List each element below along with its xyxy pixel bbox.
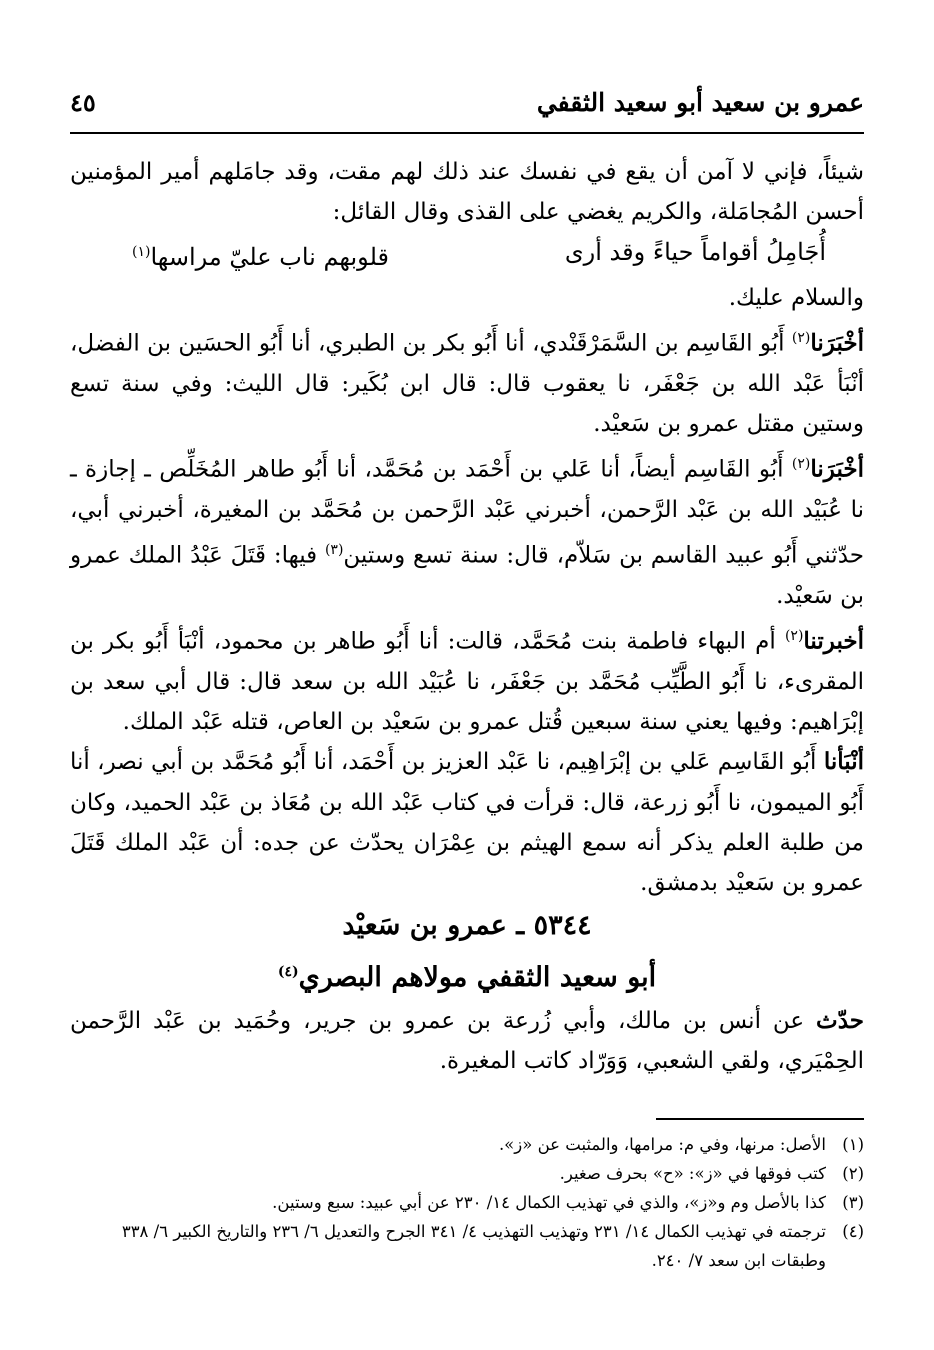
footnote-separator xyxy=(656,1118,864,1120)
paragraph-closing: والسلام عليك. xyxy=(728,284,864,311)
biography-kunya: أبو سعيد الثقفي مولاهم البصري xyxy=(298,962,657,994)
narration-lead-word: أنْبَأنا xyxy=(823,748,864,776)
narration-text: أَبُو القَاسِم عَلي بن إبْرَاهِيم، نا عَبْد العزيز بن أَحْمَد، أنا أَبُو مُحَمَّد بن أبي نصر، أنا أَبُو الميمون، نا أَبُو زرعة، قال: قرأت في كتاب عَبْد الله بن مُعَاذ بن عَبْد الحميد، وكان من طلبة العلم يذكر أنه سمع الهيثم بن عِمْرَان يحدّث عن جده: أن عَبْد الملك قَتَلَ عمرو بن سَعيْد بدمشق. xyxy=(70,749,864,897)
main-text xyxy=(70,152,864,1082)
footnote-number: (٣) xyxy=(842,1193,864,1212)
verse-first-hemistich: أُجَامِلُ أقواماً حياءً وقد أرى xyxy=(564,238,826,267)
biography-lead-word: حدّث xyxy=(816,1007,864,1035)
footnote-ref: (١) xyxy=(132,244,151,261)
header-rule xyxy=(70,132,864,134)
verse-second-text: قلوبهم ناب عليّ مراسها xyxy=(150,243,389,272)
paragraph-narration-3 xyxy=(70,616,864,742)
footnote-ref: (٣) xyxy=(324,542,344,559)
footnote-item xyxy=(70,1130,864,1159)
page-header xyxy=(70,88,864,128)
narration-lead-word: أخْبَرَنا xyxy=(810,329,864,357)
biography-text: عن أنس بن مالك، وأبي زُرعة بن عمرو بن جرير، وحُمَيد بن عَبْد الرَّحمن الحِمْيَري، ولقي الشعبي، وَوَرّاد كاتب المغيرة. xyxy=(70,1008,864,1075)
narration-text: أَبُو القَاسِم أيضاً، أنا عَلي بن أَحْمَد بن مُحَمَّد، أنا أَبُو طاهر المُخَلِّص ـ إجازة ـ نا عُبَيْد الله بن عَبْد الرَّحمن، أخبرني عَبْد الرَّحمن بن مُحَمَّد بن المغيرة، أخبرني أبي، حدّثني أَبُو عبيد القاسم بن سَلاّم، قال: سنة تسع وستين xyxy=(70,456,864,569)
footnotes xyxy=(70,1130,864,1275)
narration-text-continued: فيها: قَتَلَ عَبْدُ الملك عمرو بن سَعيْد. xyxy=(70,542,864,609)
paragraph-narration-1 xyxy=(70,318,864,444)
footnote-item xyxy=(70,1159,864,1188)
narration-lead-word: أخْبَرَنا xyxy=(810,455,864,483)
narration-lead-word: أخبرتنا xyxy=(803,627,864,655)
footnote-text: الأصل: مرنها، وفي م: مرامها، والمثبت عن «ز». xyxy=(498,1135,826,1154)
footnote-number: (٢) xyxy=(842,1164,864,1183)
verse-second-hemistich xyxy=(132,232,389,277)
narration-text: أم البهاء فاطمة بنت مُحَمَّد، قالت: أنا أَبُو طاهر بن محمود، أنْبَأ أَبُو بكر بن المقرىء، نا أَبُو الطَّيِّب مُحَمَّد بن جَعْفَر، نا عُبَيْد الله بن سعد قال: قال أبي سعد بن إبْرَاهيم: وفيها يعني سنة سبعين قُتل عمرو بن سَعيْد بن العاص، قتله عَبْد الملك. xyxy=(70,628,864,736)
paragraph-narration-4 xyxy=(70,742,864,903)
footnote-text: ترجمته في تهذيب الكمال ١٤/ ٢٣١ وتهذيب التهذيب ٤/ ٣٤١ الجرح والتعديل ٦/ ٢٣٦ والتاريخ الكبير ٦/ ٣٣٨ وطبقات ابن سعد ٧/ ٢٤٠. xyxy=(121,1222,826,1270)
page-number: ٤٥ xyxy=(70,88,96,117)
footnote-ref: (٢) xyxy=(791,329,811,346)
footnote-number: (٤) xyxy=(842,1222,864,1241)
footnote-text: كذا بالأصل وم و«ز»، والذي في تهذيب الكمال ١٤/ ٢٣٠ عن أبي عبيد: سبع وستين. xyxy=(272,1193,826,1212)
poetry-verse xyxy=(70,232,864,277)
footnote-text: كتب فوقها في «ز»: «ح» بحرف صغير. xyxy=(559,1164,826,1183)
running-title: عمرو بن سعيد أبو سعيد الثقفي xyxy=(536,88,864,117)
footnote-ref: (٢) xyxy=(791,456,811,473)
paragraph-biography xyxy=(70,1001,864,1081)
paragraph-narration-2 xyxy=(70,444,864,616)
footnote-ref: (٤) xyxy=(277,964,299,981)
biography-heading xyxy=(70,903,864,1001)
footnote-ref: (٢) xyxy=(784,628,804,645)
narration-text: أَبُو القَاسِم بن السَّمَرْقَنْدي، أنا أَبُو بكر بن الطبري، أنا أَبُو الحسَين بن الفضل، أنْبَأ عَبْد الله بن جَعْفَر، نا يعقوب قال: قال ابن بُكَير: قال الليث: وفي سنة تسع وستين مقتل عمرو بن سَعيْد. xyxy=(70,330,864,437)
footnote-item xyxy=(70,1188,864,1217)
footnote-number: (١) xyxy=(842,1135,864,1154)
footnote-item xyxy=(70,1217,864,1275)
biography-kunya-line xyxy=(70,949,864,1001)
biography-number-name: ٥٣٤٤ ـ عمرو بن سَعيْد xyxy=(342,910,592,942)
paragraph-letter: شيئاً، فإني لا آمن أن يقع في نفسك عند ذلك لهم مقت، وقد جامَلهم أمير المؤمنين أحسن المُجامَلة، والكريم يغضي على القذى وقال القائل: xyxy=(70,159,864,226)
